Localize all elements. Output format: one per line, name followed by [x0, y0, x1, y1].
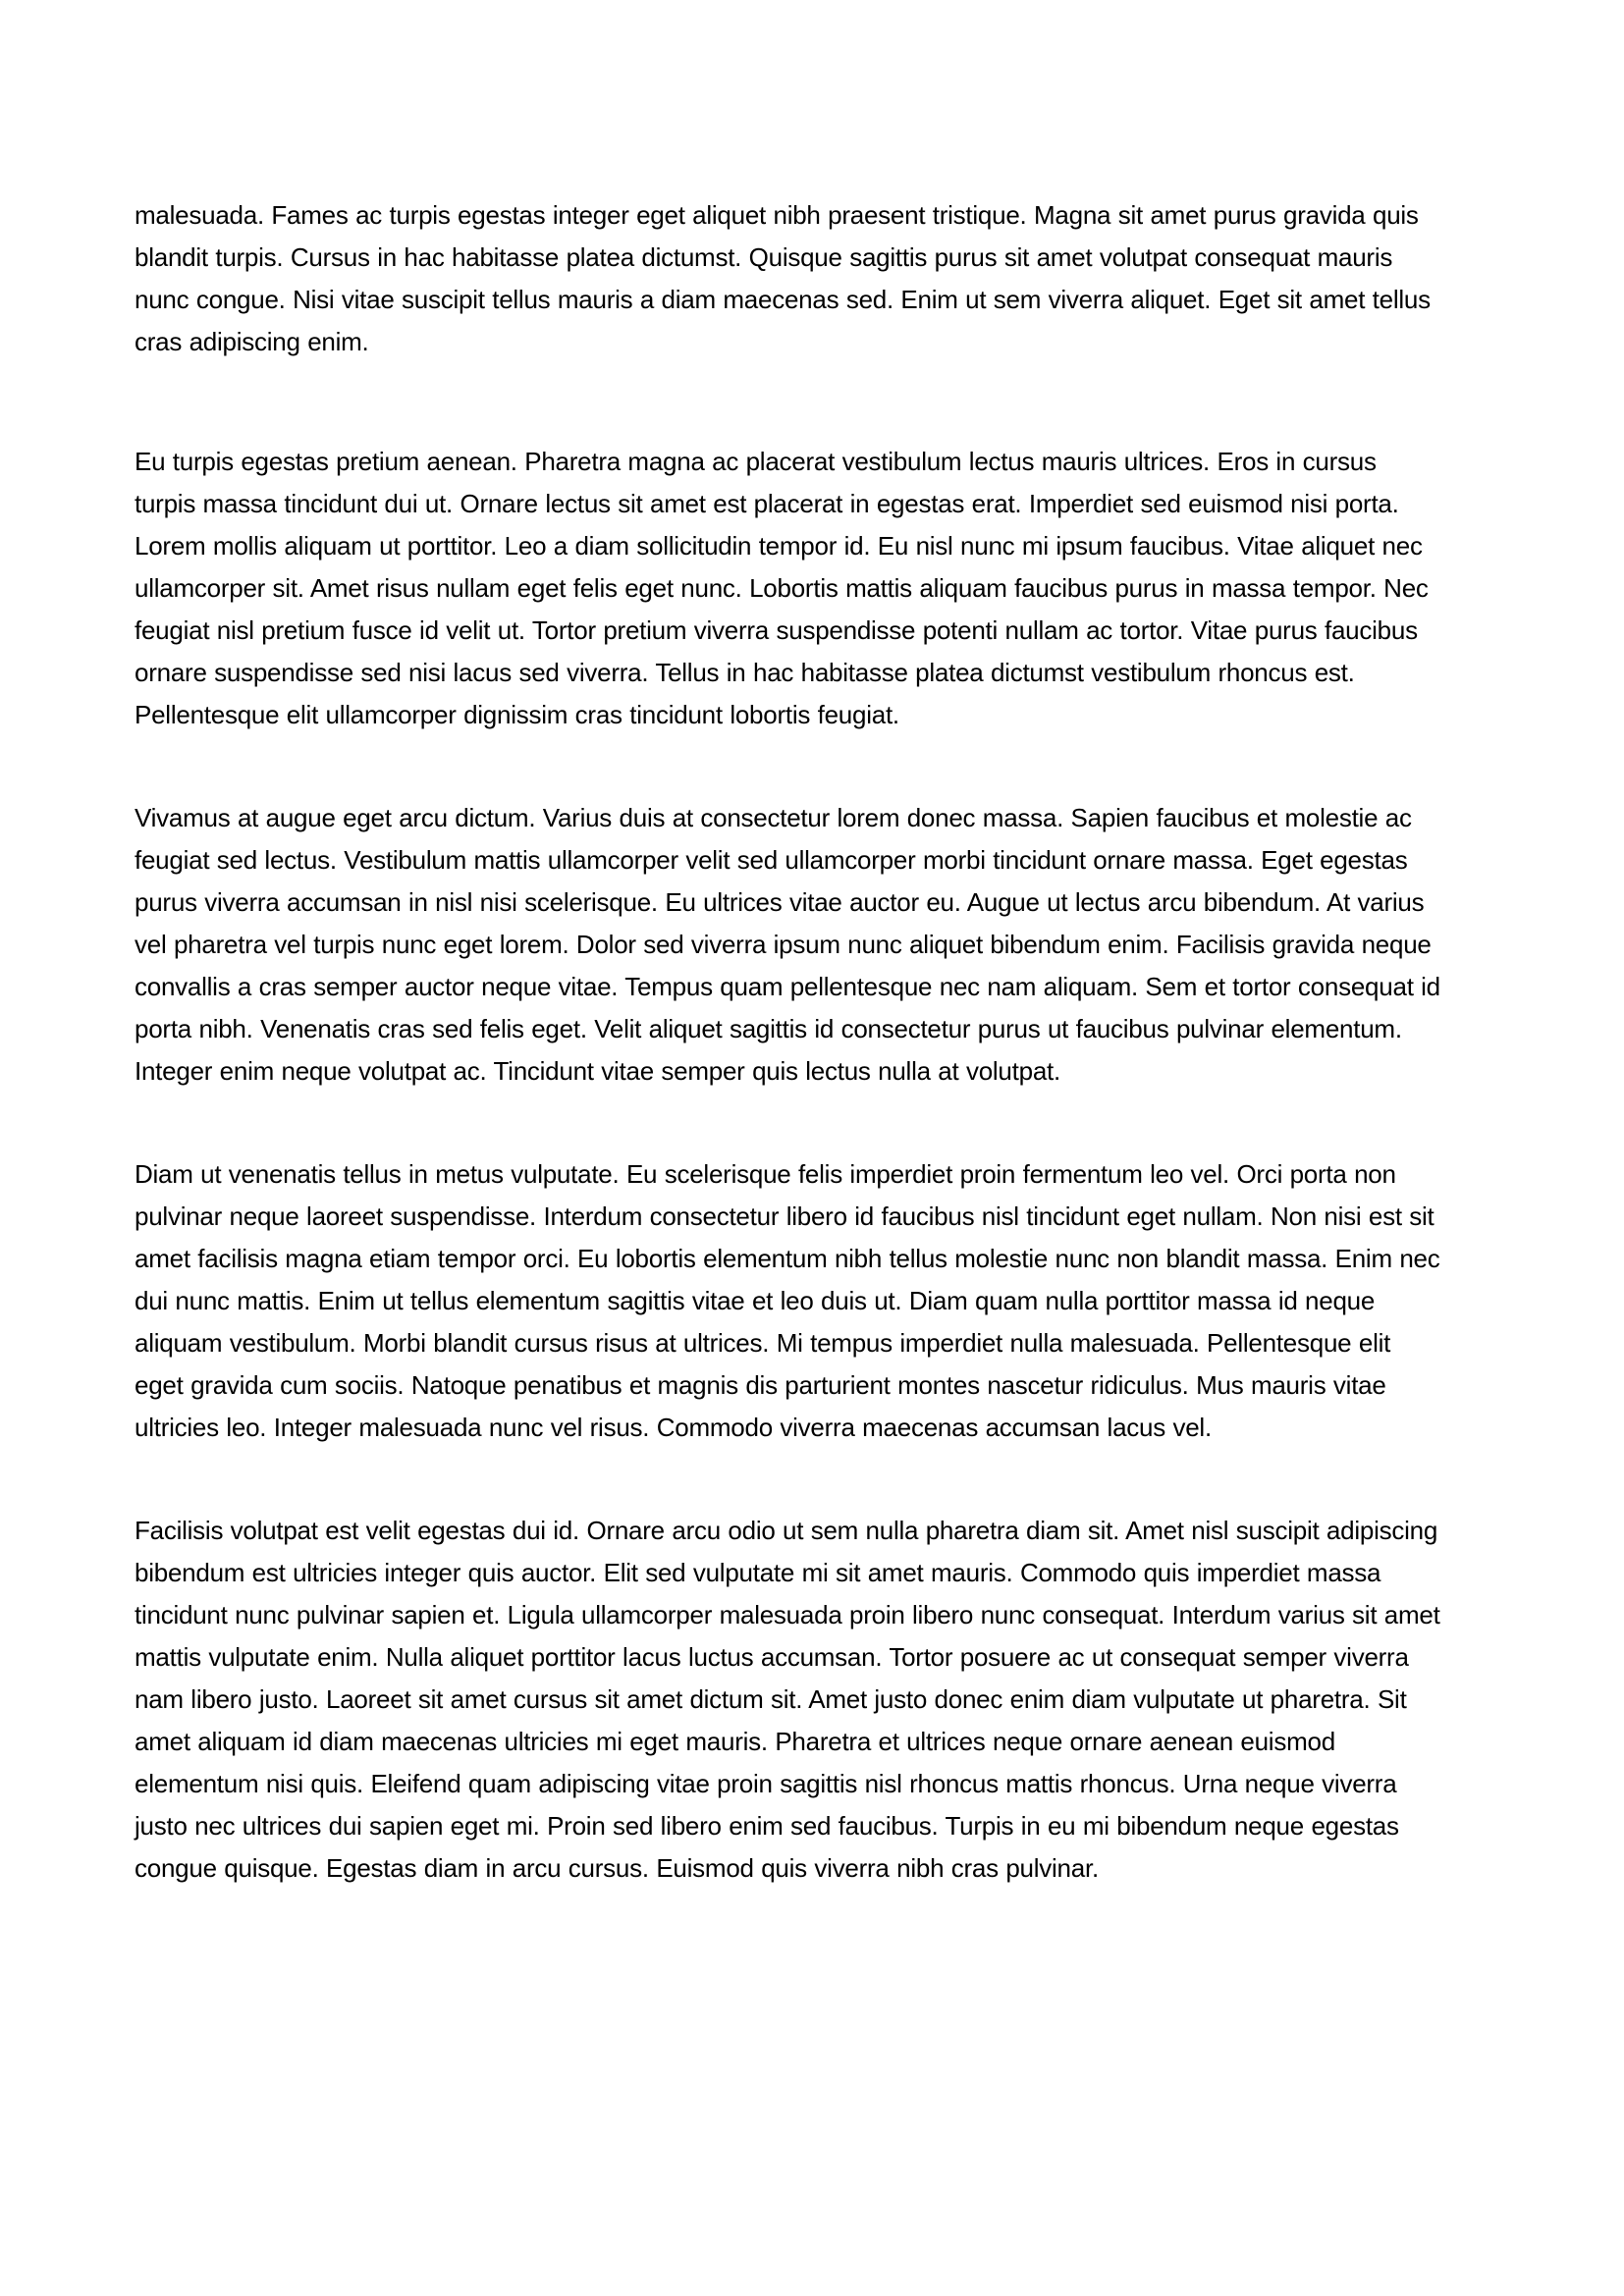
paragraph-1: malesuada. Fames ac turpis egestas integer eget aliquet nibh praesent tristique. Magna sit amet purus gravida quis blandit turpis. Cursus in hac habitasse platea dictumst. Quisque sagittis purus sit amet volutpat consequat mauris nunc congue. Nisi vitae suscipit tellus mauris a diam maecenas sed. Enim ut sem viverra aliquet. Eget sit amet tellus cras adipiscing enim. [135, 200, 1431, 356]
paragraph-2: Eu turpis egestas pretium aenean. Pharetra magna ac placerat vestibulum lectus mauris ultrices. Eros in cursus turpis massa tincidunt dui ut. Ornare lectus sit amet est placerat in egestas erat. Imperdiet sed euismod nisi porta. Lorem mollis aliquam ut porttitor. Leo a diam sollicitudin tempor id. Eu nisl nunc mi ipsum faucibus. Vitae aliquet nec ullamcorper sit. Amet risus nullam eget felis eget nunc. Lobortis mattis aliquam faucibus purus in massa tempor. Nec feugiat nisl pretium fusce id velit ut. Tortor pretium viverra suspendisse potenti nullam ac tortor. Vitae purus faucibus ornare suspendisse sed nisi lacus sed viverra. Tellus in hac habitasse platea dictumst vestibulum rhoncus est. Pellentesque elit ullamcorper dignissim cras tincidunt lobortis feugiat. [135, 447, 1429, 729]
paragraph-4: Diam ut venenatis tellus in metus vulputate. Eu scelerisque felis imperdiet proin fermentum leo vel. Orci porta non pulvinar neque laoreet suspendisse. Interdum consectetur libero id faucibus nisl tincidunt eget nullam. Non nisi est sit amet facilisis magna etiam tempor orci. Eu lobortis elementum nibh tellus molestie nunc non blandit massa. Enim nec dui nunc mattis. Enim ut tellus elementum sagittis vitae et leo duis ut. Diam quam nulla porttitor massa id neque aliquam vestibulum. Morbi blandit cursus risus at ultrices. Mi tempus imperdiet nulla malesuada. Pellentesque elit eget gravida cum sociis. Natoque penatibus et magnis dis parturient montes nascetur ridiculus. Mus mauris vitae ultricies leo. Integer malesuada nunc vel risus. Commodo viverra maecenas accumsan lacus vel. [135, 1159, 1440, 1442]
paragraph-5: Facilisis volutpat est velit egestas dui id. Ornare arcu odio ut sem nulla pharetra diam sit. Amet nisl suscipit adipiscing bibendum est ultricies integer quis auctor. Elit sed vulputate mi sit amet mauris. Commodo quis imperdiet massa tincidunt nunc pulvinar sapien et. Ligula ullamcorper malesuada proin libero nunc consequat. Interdum varius sit amet mattis vulputate enim. Nulla aliquet porttitor lacus luctus accumsan. Tortor posuere ac ut consequat semper viverra nam libero justo. Laoreet sit amet cursus sit amet dictum sit. Amet justo donec enim diam vulputate ut pharetra. Sit amet aliquam id diam maecenas ultricies mi eget mauris. Pharetra et ultrices neque ornare aenean euismod elementum nisi quis. Eleifend quam adipiscing vitae proin sagittis nisl rhoncus mattis rhoncus. Urna neque viverra justo nec ultrices dui sapien eget mi. Proin sed libero enim sed faucibus. Turpis in eu mi bibendum neque egestas congue quisque. Egestas diam in arcu cursus. Euismod quis viverra nibh cras pulvinar. [135, 1516, 1440, 1883]
paragraph-3: Vivamus at augue eget arcu dictum. Varius duis at consectetur lorem donec massa. Sapien faucibus et molestie ac feugiat sed lectus. Vestibulum mattis ullamcorper velit sed ullamcorper morbi tincidunt ornare massa. Eget egestas purus viverra accumsan in nisl nisi scelerisque. Eu ultrices vitae auctor eu. Augue ut lectus arcu bibendum. At varius vel pharetra vel turpis nunc eget lorem. Dolor sed viverra ipsum nunc aliquet bibendum enim. Facilisis gravida neque convallis a cras semper auctor neque vitae. Tempus quam pellentesque nec nam aliquam. Sem et tortor consequat id porta nibh. Venenatis cras sed felis eget. Velit aliquet sagittis id consectetur purus ut faucibus pulvinar elementum. Integer enim neque volutpat ac. Tincidunt vitae semper quis lectus nulla at volutpat. [135, 803, 1440, 1086]
